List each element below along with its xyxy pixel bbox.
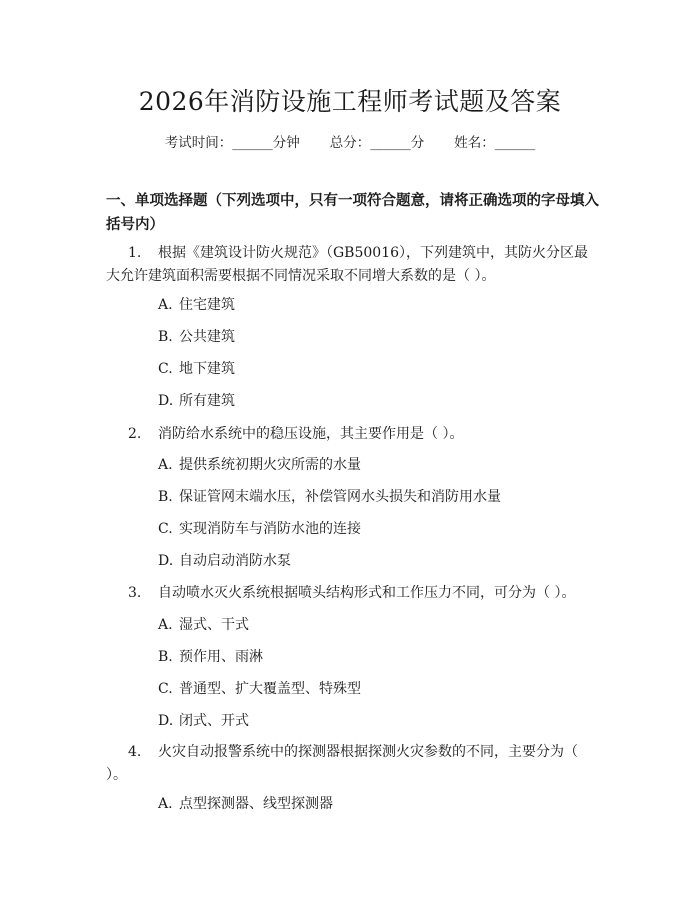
option-text: 自动启动消防水泵 xyxy=(179,553,291,569)
option-text: 闭式、开式 xyxy=(179,713,249,729)
option-text: 公共建筑 xyxy=(179,329,235,345)
option-2d xyxy=(158,551,598,571)
option-text: 地下建筑 xyxy=(179,361,235,377)
option-letter: A. xyxy=(158,617,173,633)
option-letter: D. xyxy=(158,553,174,569)
option-text: 所有建筑 xyxy=(179,393,235,409)
option-letter: B. xyxy=(158,329,173,345)
question-number: 1. xyxy=(128,245,142,261)
question-text: 自动喷水灭火系统根据喷头结构形式和工作压力不同，可分为（ ）。 xyxy=(158,585,576,601)
option-letter: A. xyxy=(158,796,173,812)
question-number: 2. xyxy=(128,426,142,442)
question-text: 消防给水系统中的稳压设施，其主要作用是（ ）。 xyxy=(158,426,464,442)
option-1d xyxy=(158,391,598,411)
option-2c xyxy=(158,519,598,539)
option-3a xyxy=(158,615,598,635)
option-letter: B. xyxy=(158,649,173,665)
option-3d xyxy=(158,711,598,731)
option-2b xyxy=(158,487,598,507)
section-heading: 一、单项选择题（下列选项中，只有一项符合题意，请将正确选项的字母填入括号内） xyxy=(106,193,599,233)
option-letter: B. xyxy=(158,489,173,505)
option-text: 提供系统初期火灾所需的水量 xyxy=(179,457,361,473)
option-letter: A. xyxy=(158,457,173,473)
option-text: 住宅建筑 xyxy=(179,297,235,313)
question-4 xyxy=(106,741,596,787)
option-text: 点型探测器、线型探测器 xyxy=(179,796,333,812)
option-text: 普通型、扩大覆盖型、特殊型 xyxy=(179,681,361,697)
option-text: 湿式、干式 xyxy=(179,617,249,633)
page-title: 2026年消防设施工程师考试题及答案 xyxy=(138,87,562,116)
option-letter: D. xyxy=(158,393,174,409)
option-3b xyxy=(158,647,598,667)
question-text: 根据《建筑设计防火规范》（GB50016），下列建筑中，其防火分区最大允许建筑面积需要根据不同情况采取不同增大系数的是（ ）。 xyxy=(106,245,589,284)
option-1b xyxy=(158,327,598,347)
option-1a xyxy=(158,295,598,315)
option-letter: C. xyxy=(158,361,173,377)
option-letter: A. xyxy=(158,297,173,313)
option-text: 预作用、雨淋 xyxy=(179,649,263,665)
option-letter: D. xyxy=(158,713,174,729)
exam-info-line xyxy=(0,131,700,151)
question-text: 火灾自动报警系统中的探测器根据探测火灾参数的不同，主要分为（ ）。 xyxy=(106,744,578,783)
option-letter: C. xyxy=(158,681,173,697)
question-2 xyxy=(106,423,596,446)
option-letter: C. xyxy=(158,521,173,537)
option-4a xyxy=(158,794,598,814)
total-score-field: 总分：______分 xyxy=(329,135,425,151)
option-3c xyxy=(158,679,598,699)
option-2a xyxy=(158,455,598,475)
question-1 xyxy=(106,242,596,288)
question-3 xyxy=(106,582,596,605)
option-1c xyxy=(158,359,598,379)
exam-time-field: 考试时间：______分钟 xyxy=(164,135,300,151)
name-field: 姓名：______ xyxy=(454,135,536,151)
question-number: 3. xyxy=(128,585,142,601)
question-number: 4. xyxy=(128,744,142,760)
option-text: 保证管网末端水压，补偿管网水头损失和消防用水量 xyxy=(179,489,501,505)
option-text: 实现消防车与消防水池的连接 xyxy=(179,521,361,537)
